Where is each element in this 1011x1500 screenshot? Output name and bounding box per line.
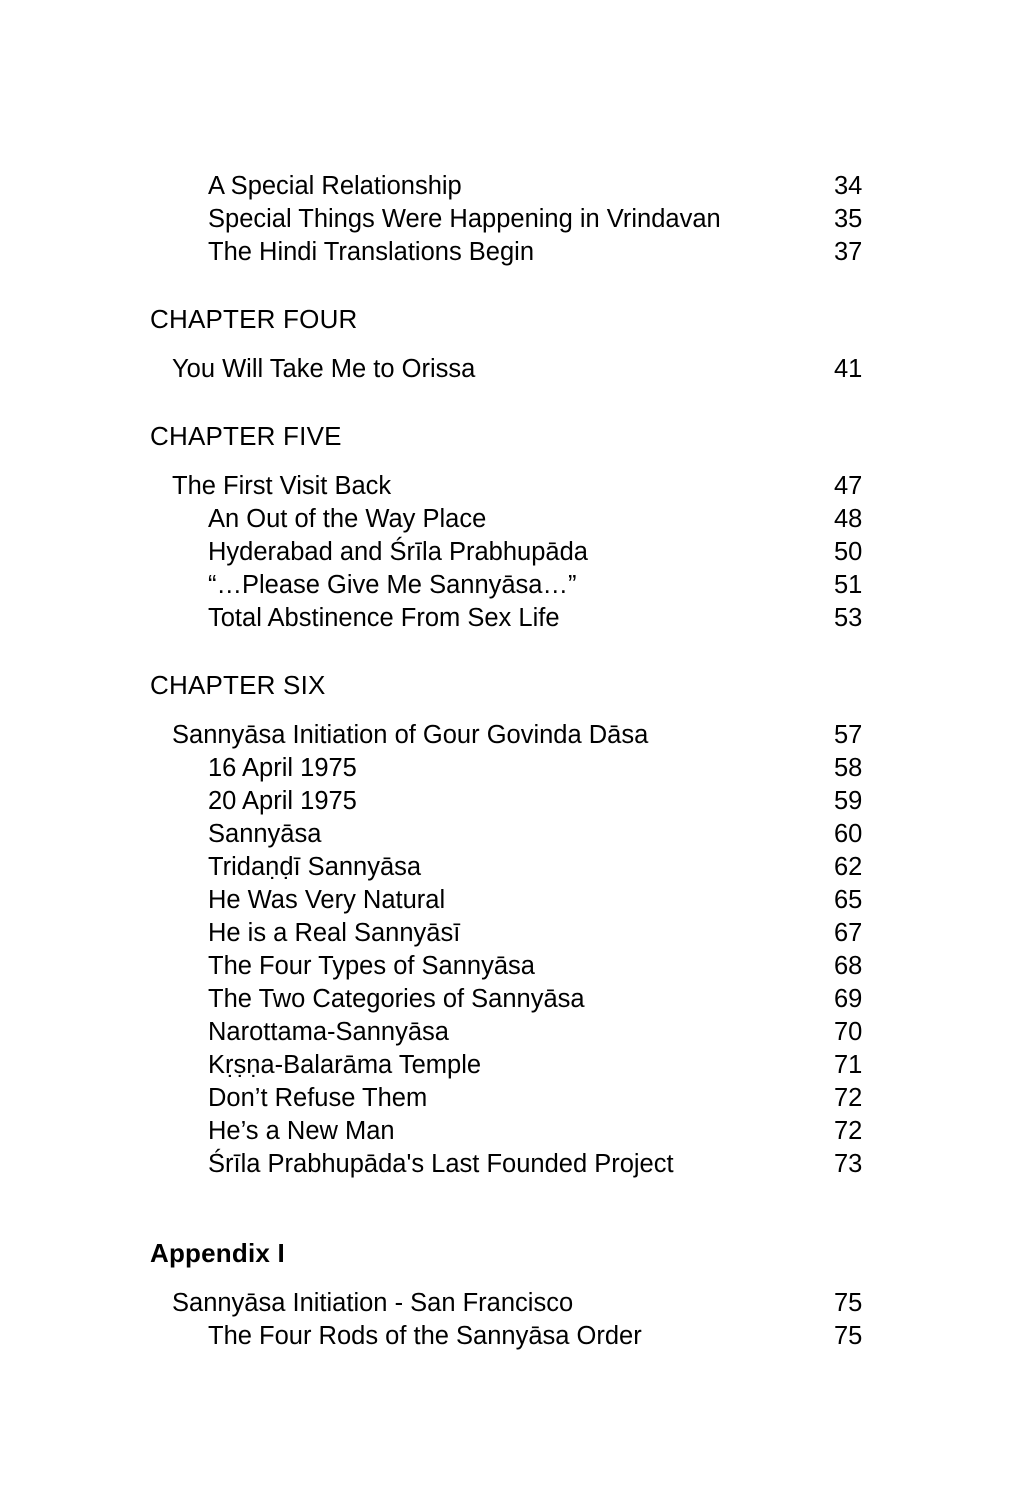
toc-section xyxy=(150,299,890,386)
toc-section-heading: CHAPTER SIX xyxy=(150,670,326,700)
toc-entry-page-number: 53 xyxy=(834,604,863,632)
toc-entry-page-number: 59 xyxy=(834,787,863,815)
toc-entry-page-number: 72 xyxy=(834,1084,863,1112)
toc-entry-title: He Was Very Natural xyxy=(208,886,446,914)
toc-entry[interactable] xyxy=(150,236,890,269)
toc-entry-page-number: 57 xyxy=(834,721,863,749)
toc-entry-page-number: 69 xyxy=(834,985,863,1013)
toc-entry-page-number: 35 xyxy=(834,205,863,233)
toc-entry-title: An Out of the Way Place xyxy=(208,505,487,533)
toc-entry[interactable] xyxy=(150,569,890,602)
toc-section-heading: CHAPTER FIVE xyxy=(150,421,342,451)
toc-entry[interactable] xyxy=(150,752,890,785)
toc-entry-title: Special Things Were Happening in Vrindavan xyxy=(208,205,721,233)
table-of-contents xyxy=(150,170,890,1353)
toc-entry-page-number: 67 xyxy=(834,919,863,947)
toc-entry-page-number: 75 xyxy=(834,1289,863,1317)
toc-entry-title: Sannyāsa Initiation - San Francisco xyxy=(172,1289,574,1317)
toc-entry[interactable] xyxy=(150,785,890,818)
toc-entry[interactable] xyxy=(150,1115,890,1148)
toc-entry[interactable] xyxy=(150,353,890,386)
toc-entry-page-number: 73 xyxy=(834,1150,863,1178)
toc-section-heading: Appendix I xyxy=(150,1238,285,1268)
toc-entry-title: The Four Types of Sannyāsa xyxy=(208,952,535,980)
toc-entry-page-number: 48 xyxy=(834,505,863,533)
toc-entry-page-number: 68 xyxy=(834,952,863,980)
toc-entry[interactable] xyxy=(150,719,890,752)
spacer xyxy=(150,456,890,470)
toc-entry-page-number: 34 xyxy=(834,172,863,200)
toc-entry-page-number: 60 xyxy=(834,820,863,848)
toc-entry-page-number: 51 xyxy=(834,571,863,599)
toc-entry[interactable] xyxy=(150,917,890,950)
toc-entry-page-number: 62 xyxy=(834,853,863,881)
toc-entry[interactable] xyxy=(150,470,890,503)
toc-entry-title: 16 April 1975 xyxy=(208,754,357,782)
toc-entry-title: Tridaṇḍī Sannyāsa xyxy=(208,853,422,881)
toc-entry-page-number: 41 xyxy=(834,355,863,383)
toc-entry-title: Narottama-Sannyāsa xyxy=(208,1018,449,1046)
toc-entry-page-number: 72 xyxy=(834,1117,863,1145)
toc-entry-title: Sannyāsa xyxy=(208,820,322,848)
toc-entry[interactable] xyxy=(150,1320,890,1353)
toc-entry-page-number: 47 xyxy=(834,472,863,500)
toc-entry[interactable] xyxy=(150,950,890,983)
spacer xyxy=(150,705,890,719)
toc-entry-page-number: 75 xyxy=(834,1322,863,1350)
toc-entry[interactable] xyxy=(150,818,890,851)
toc-entry-page-number: 71 xyxy=(834,1051,863,1079)
toc-section-heading: CHAPTER FOUR xyxy=(150,304,358,334)
toc-entry-title: Kṛṣṇa-Balarāma Temple xyxy=(208,1051,482,1079)
toc-entry-title: 20 April 1975 xyxy=(208,787,357,815)
toc-entry-title: Total Abstinence From Sex Life xyxy=(208,604,560,632)
toc-entry-title: Hyderabad and Śrīla Prabhupāda xyxy=(208,538,588,566)
toc-entry[interactable] xyxy=(150,851,890,884)
toc-entry[interactable] xyxy=(150,983,890,1016)
toc-entry-page-number: 65 xyxy=(834,886,863,914)
toc-entry-title: Don’t Refuse Them xyxy=(208,1084,428,1112)
spacer xyxy=(150,339,890,353)
toc-entry[interactable] xyxy=(150,1082,890,1115)
toc-entry-title: You Will Take Me to Orissa xyxy=(172,355,476,383)
toc-section xyxy=(150,1233,890,1353)
toc-section xyxy=(150,665,890,1181)
toc-entry[interactable] xyxy=(150,1049,890,1082)
toc-entry-title: The First Visit Back xyxy=(172,472,392,500)
toc-entry-title: The Four Rods of the Sannyāsa Order xyxy=(208,1322,642,1350)
toc-entry[interactable] xyxy=(150,1287,890,1320)
toc-entry-title: “…Please Give Me Sannyāsa…” xyxy=(208,571,577,599)
toc-entry-title: The Hindi Translations Begin xyxy=(208,238,535,266)
toc-entry-title: The Two Categories of Sannyāsa xyxy=(208,985,585,1013)
toc-entry[interactable] xyxy=(150,536,890,569)
spacer xyxy=(150,1273,890,1287)
toc-entry-title: Sannyāsa Initiation of Gour Govinda Dāsa xyxy=(172,721,649,749)
toc-entry-page-number: 37 xyxy=(834,238,863,266)
toc-entry-title: Śrīla Prabhupāda's Last Founded Project xyxy=(208,1150,674,1178)
toc-entry[interactable] xyxy=(150,884,890,917)
toc-entry-title: He is a Real Sannyāsī xyxy=(208,919,461,947)
toc-section xyxy=(150,416,890,635)
toc-entry[interactable] xyxy=(150,203,890,236)
toc-entry[interactable] xyxy=(150,602,890,635)
toc-entry[interactable] xyxy=(150,170,890,203)
toc-entry[interactable] xyxy=(150,1148,890,1181)
toc-entry-page-number: 50 xyxy=(834,538,863,566)
spacer xyxy=(150,1181,890,1233)
toc-section xyxy=(150,170,890,269)
toc-entry-page-number: 70 xyxy=(834,1018,863,1046)
toc-entry[interactable] xyxy=(150,503,890,536)
toc-entry-title: A Special Relationship xyxy=(208,172,462,200)
toc-entry-page-number: 58 xyxy=(834,754,863,782)
toc-entry-title: He’s a New Man xyxy=(208,1117,395,1145)
toc-entry[interactable] xyxy=(150,1016,890,1049)
